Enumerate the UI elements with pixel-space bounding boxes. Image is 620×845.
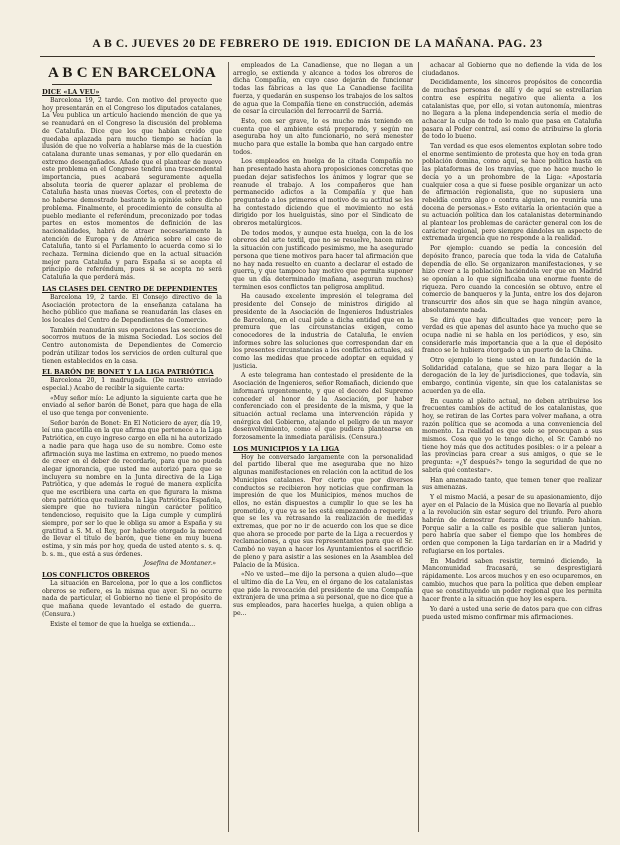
article-paragraph: Los empleados en huelga de la citada Compañía no han presentado hasta ahora proposiciones concretas que puedan dejar satisfechos los ánimos y lograr que se reanude el trabajo. A los compañeros que han permanecido adictos a la Compañía y que han preguntado a los primeros el motivo de su actitud se les ha contestado diciendo que el movimiento no está dirigido por los huelguistas, sino por el Sindicato de obreros metalúrgicos. — [233, 158, 413, 228]
article-subhead: LAS CLASES DEL CENTRO DE DEPENDIENTES — [42, 284, 218, 293]
article-subhead: LOS CONFLICTOS OBREROS — [42, 571, 150, 580]
article-paragraph: «No ve usted—me dijo la persona a quien aludo—que el ultimo día de La Veu, en el órgano de los catalanistas que pide la revocación del presidente de una Compañía extranjera de una prima a su personal, que no dice que a sus empleados, para hacerles huelga, a quien obliga a pe... — [233, 571, 413, 617]
article-paragraph: Barcelona 19, 2 tarde. Con motivo del proyecto que hoy presentarán en el Congreso los diputados catalanes, La Veu publica un artículo haciendo mención de que ya se reanudará en el Congreso la discusión del problema de Cataluña. Dice que los que habían creído que quedaba aplazada para mucho tiempo se hacían la ilusión de que no volvería a hablarse más de la cuestión catalana durante unas semanas, y por ello quedarán en extremo desengañados. Añade que el plantear de nuevo este problema en el Congreso tendrá una trascendental importancia, pues acabará seguramente aquella absoluta teoría de querer aplazar el problema de Cataluña hasta unas nuevas Cortes, con el pretexto de no haberse demostrado bastante la opinión sobre dicho problema. Finalmente, el procedimiento de consulta al pueblo mediante el referéndum, preconizado por todas partes en estos momentos de definición de las nacionalidades, habrá de atraer necesariamente la atención de Europa y de América sobre el caso de Cataluña, tanto si el Parlamento lo acuerda como si lo rechaza. Termina diciendo que en la actual situación mejor para Cataluña y para España si se acepta el principio de referéndum, pues si se acepta no será Cataluña la que perderá más. — [42, 97, 222, 282]
article-paragraph: También reanudarán sus operaciones las secciones de socorros mutuos de la misma Sociedad. Los socios del Centro autonomista de Dependientes de Comercio podrán utilizar todos los servicios de orden cultural que tienen establecidos en la casa. — [42, 326, 222, 365]
column-3 — [422, 62, 602, 842]
signature: Josefina de Montaner.» — [143, 560, 216, 568]
article-paragraph: Yo daré a usted una serie de datos para que con cifras pueda usted mismo confirmar mis afirmaciones. — [422, 605, 602, 621]
article-paragraph: Hoy he conversado largamente con la personalidad del partido liberal que me aseguraba que no hizo algunas manifestaciones en relación con la actitud de los Municipios catalanes. Por cierto que por diversos conductos se recibieron hoy noticias que confirman la impresión de que los Municipios, menos muchos de ellos, no están dispuestos a cumplir lo que se les ha prometido, y que ya se les está empezando a requerir, y que se les va retrasando la realización de medidas extremas, que por no ir de acuerdo con los que se dice que ahora se procede por parte de la Liga a recuerdos y reclamaciones, a que sus representantes para que el Sr. Cambó no vayan a hacer los Ayuntamientos el sacrificio de pleno y para asistir a las sesiones en la Asamblea del Palacio de la Música. — [233, 453, 413, 569]
article-paragraph: Ha causado excelente impresión el telegrama del presidente del Consejo de ministros dirigido al presidente de la Asociación de Ingenieros Industriales de Barcelona, en el cual pide a dicha entidad que en la premura que las circunstancias exigen, como conocedores de la industria de Cataluña, le envíen informes sobre las soluciones que correspondan dar en los presentes circunstancias a los conflictos actuales, así como las medidas que procede adoptar en equidad y justicia. — [233, 293, 413, 370]
article-paragraph: Por ejemplo: cuando se pedía la concesión del depósito franco, parecía que toda la vida de Cataluña dependía de ello. Se organizaron manifestaciones, y se hizo creer a la población haciéndola ver que en Madrid se oponían a lo que significaba una enorme fuente de riqueza. Pero cuando la concesión se obtuvo, entre el comercio de banqueros y la Junta, entre los dos dejaron transcurrir dos años sin que se haga ningún avance, absolutamente nada. — [422, 245, 602, 314]
article-subhead: EL BARÓN DE BONET Y LA LIGA PATRIÓTICA — [42, 368, 214, 377]
article-paragraph: A este telegrama han contestado el presidente de la Asociación de Ingenieros, señor Romañach, diciendo que informará urgentemente, y que el decoro del Supremo conceder el honor de la Asociación, por haber conferenciado con el presidente de la misma, y que la situación actual reclama una intervención rápida y enérgica del Gobierno, atajando el peligro de un mayor desenvolvimiento, como el que pudiera plantearse en forzosamente la inmediata parálisis. (Censura.) — [233, 372, 413, 442]
column-3-body — [422, 62, 602, 621]
article-paragraph: Barcelona 19, 2 tarde. El Consejo directivo de la Asociación protectora de la enseñanza catalana ha hecho público que mañana se reanudarán las clases en los locales del Centro de Dependientes de Comercio. — [42, 293, 222, 324]
column-2-body — [233, 62, 413, 618]
column-separator — [228, 62, 229, 832]
title-rule — [52, 84, 212, 85]
article-paragraph: En cuanto al pleito actual, no deben atribuirse los frecuentes cambios de actitud de los catalanistas, que hoy, se retiran de las Cortes para volver mañana, a otra razón política que se acomoda a una conveniencia del momento. La realidad es que solo se preocupan a sus mismos. Cosa que yo le tengo dicho, el Sr. Cambó no tiene hoy más que dos actitudes posibles: o ir a pelear a las provincias para crear a sus amigos, o que se le pregunta: «¿Y después?» tengo la seguridad de que no sabría qué contestar». — [422, 397, 602, 474]
article-paragraph: Han amenazado tanto, que temen tener que realizar sus amenazas. — [422, 476, 602, 492]
article-subhead: LOS MUNICIPIOS Y LA LIGA — [233, 444, 340, 453]
article-paragraph: En Madrid saben resistir, terminó diciendo, la Mancomunidad fracasará, se desprestigiará rápidamente. Los arcos muchos y en eso ocuparemos, en cambio, muchos que para la política que deben emplear que se constituyendo un poder regional que les permita hacer frente a la situación que hoy les espera. — [422, 557, 602, 604]
section-title: A B C EN BARCELONA — [48, 65, 216, 81]
article-paragraph: Existe el temor de que la huelga se extienda... — [50, 620, 196, 628]
article-paragraph: Otro ejemplo lo tiene usted en la fundación de la Solidaridad catalana, que se hizo para llegar a la derogación de la ley de jurisdicciones, que todavía, sin embargo, continúa vigente, sin que los catalanistas se acuerden ya de ella. — [422, 357, 602, 395]
page-header: A B C. JUEVES 20 DE FEBRERO DE 1919. EDICION DE LA MAÑANA. PAG. 23 — [92, 38, 543, 50]
article-subhead: DICE «LA VEU» — [42, 88, 100, 96]
article-paragraph: De todos modos, y aunque esta huelga, con la de los obreros del arte textil, que no se resuelve, hacen mirar la situación con justificado pesimismo, me ha asegurado persona que tiene motivos para hacer tal afirmación que no hay nada resuelto en cuanto a declarar el estado de guerra, y que tampoco hay motivo que permita suponer que un día determinado (mañana, aseguran muchos) terminen esos conflictos tan peligrosa amplitud. — [233, 229, 413, 291]
column-separator — [418, 62, 419, 832]
header-rule — [40, 56, 595, 57]
article-paragraph: «Muy señor mío: Le adjunto la siguiente carta que he enviado al señor barón de Bonet, para que haga de ella el uso que tenga por conveniente. — [42, 394, 222, 418]
column-1-body — [42, 88, 222, 628]
article-paragraph: achacar al Gobierno que no defiende la vida de los ciudadanos. — [422, 62, 602, 77]
column-2 — [233, 62, 413, 842]
article-paragraph: empleados de La Canadiense, que no llegan a un arreglo, se extienda y alcance a todos los obreros de dicha Compañía, en cuyo caso dejarán de funcionar todas las fábricas a las que La Canadiense facilita fuerza, y quedarán en suspenso los trabajos de los saltos de agua que la Compañía tiene en construcción, además de cesar la circulación del ferrocarril de Sarriá. — [233, 62, 413, 116]
article-paragraph: Barcelona 20, 1 madrugada. (De nuestro enviado especial.) Acabo de recibir la siguiente carta: — [42, 377, 222, 392]
article-paragraph: Señor barón de Bonet: En El Noticiero de ayer, día 19, leí una gacetilla en la que afirma que pertenece a la Liga Patriótica, en cuyo ingreso cargo en ella ni ha autorizado a nadie para que haga uso de su nombre. Como este afirmación suya me lastima en extremo, no puedo menos de creer en el deber de recordarle, para que no pueda alegar ignorancia, que usted me autorizó para que se incluyera su nombre en la Junta directiva de la Liga Patriótica, y que además le rogué de manera explícita que me escribiera una carta en que figurara la misma obra patriótica que realizaba la Liga Patriótica Española, siempre que no tuviera ningún carácter político tendencioso, requisito que la Liga cumple y cumplirá siempre, por ser lo que le obliga su amor a España y su gratitud a S. M. el Rey, por haberle otorgado la merced de llevar el título de barón, que tiene en muy buena estima, y sin más por hoy, queda de usted atento s. s. q. b. s. m., que está a sus órdenes. — [42, 419, 222, 558]
article-paragraph: Esto, con ser grave, lo es mucho más teniendo en cuenta que el ambiente está preparado, y según me aseguraba hoy un alto funcionario, no será menester mucho para que estalle la bomba que han cargado entre todos. — [233, 117, 413, 156]
column-1 — [42, 62, 222, 842]
article-paragraph: Se dirá que hay dificultades que vencer; pero la verdad es que apenas del asunto hace ya mucho que se ocupa nadie ni se habla en los periódicos, y eso, sin considerarle más importancia que a la que el depósito franco se le hubiera otorgado a un puerto de la China. — [422, 316, 602, 355]
article-paragraph: Tan verdad es que esos elementos explotan sobre todo el enorme sentimiento de protesta que hoy en toda gran población domina, como aquí, se hace política hasta en las plataformas de los tranvías, que no hace mucho le decía yo a un prohombre de la Liga: «Apostaría cualquier cosa a que si fuese posible organizar un acto de afirmación regionalista, que no supusiera una rebeldía contra algo o contra alguien, no reuniría una docena de personas.» Esto evitaría la orientación que a su actuación política dan los catalanistas determinando al plantear los problemas de carácter general con los de carácter regional, pero siempre dándoles un aspecto de extremada urgencia que no responde a la realidad. — [422, 143, 602, 243]
article-paragraph: La situación en Barcelona, por lo que a los conflictos obreros se refiere, es la misma que ayer. Si no ocurre nada de particular, el Gobierno no tiene el propósito de que mañana quede levantado el estado de guerra. (Censura.) — [42, 580, 222, 618]
article-paragraph: Decididamente, los sinceros propósitos de concordia de muchas personas de allí y de aquí se estrellarían contra ese espíritu negativo que alienta a los catalanistas que, por ello, si votan autonomía, mientras no llegara a la plena independencia sería el medio de achacar la culpa de todo lo malo que pasa en Cataluña pasara al Poder central, así como de atribuirse la gloria de todo lo bueno. — [422, 79, 602, 141]
article-paragraph: Y el mismo Maciá, a pesar de su apasionamiento, dijo ayer en el Palacio de la Música que no llevaría al pueblo a la revolución sin estar seguro del triunfo. Pero ahora habrán de demostrar fuerza de que triunfo habían. Porque salir a la calle es posible que salieran juntos, pero habría que saber el tiempo que los hombres de orden que componen la Liga tardarían en ir a Madrid y refugiarse en los portales. — [422, 493, 602, 555]
